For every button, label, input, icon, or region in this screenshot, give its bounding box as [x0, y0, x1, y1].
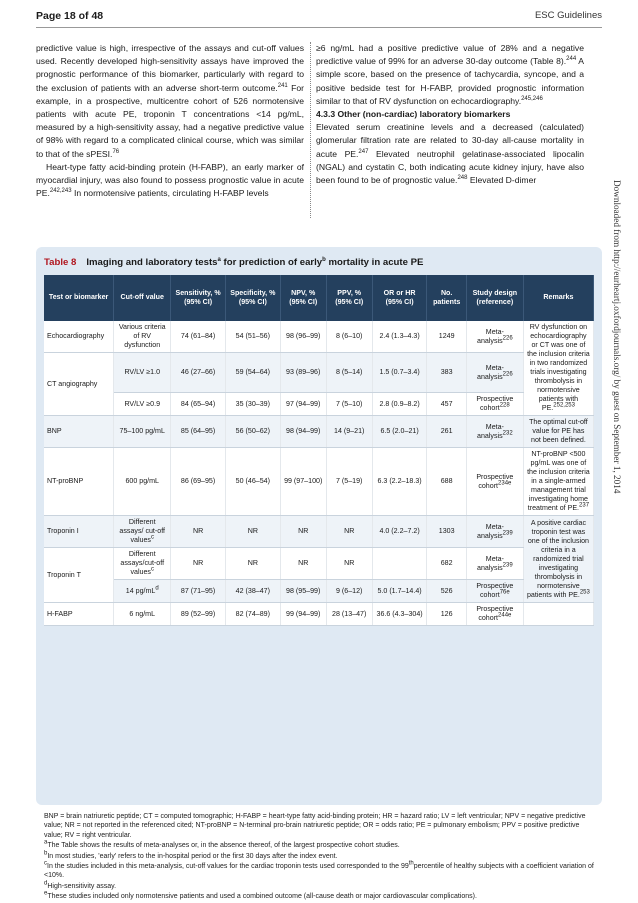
table-row — [44, 321, 594, 353]
column-header: OR or HR (95% CI) — [372, 275, 427, 321]
cell-npv: 98 (96–99) — [280, 321, 326, 353]
table-panel — [36, 247, 602, 901]
cell-patients: 457 — [427, 393, 466, 416]
cell-specificity: 82 (74–89) — [225, 603, 280, 626]
cell-ppv: 8 (5–14) — [326, 353, 372, 393]
cell-ppv: 9 (6–12) — [326, 580, 372, 603]
cell-sensitivity: 85 (64–95) — [171, 416, 226, 448]
cell-remarks: RV dysfunction on echocardiography or CT was one of the inclusion criteria in two randomized trials investigating thrombolysis in normotensive patients with PE.$^{252,253}$ — [523, 321, 593, 416]
cell-or-hr — [372, 548, 427, 580]
cell-sensitivity: NR — [171, 548, 226, 580]
cell-specificity: 56 (50–62) — [225, 416, 280, 448]
cell-ppv: 14 (9–21) — [326, 416, 372, 448]
header-rule — [36, 27, 602, 28]
paragraph: ≥6 ng/mL had a positive predictive value of 28% and a negative predictive value of 99% for an adverse 30-day outcome (Table 8).$^{244}$ A simple score, based on the presence of tachycardia, syncope, and a positive bedside test for H-FABP, provided prognostic information similar to that of RV dysfunction on echocardiography.$^{245,246}$ — [316, 43, 584, 106]
footnote-e: $^e$These studies included only normotensive patients and used a combined outcome (all-cause death or major cardiovascular complications). — [44, 890, 477, 901]
table-row — [44, 516, 594, 548]
cell-test: BNP — [44, 416, 114, 448]
cell-sensitivity: 89 (52–99) — [171, 603, 226, 626]
cell-ppv: 8 (6–10) — [326, 321, 372, 353]
cell-design: Prospective cohort$^{228}$ — [466, 393, 523, 416]
cell-cutoff: 14 $pg/mL^d$ — [114, 580, 171, 603]
footnote-abbreviations: BNP = brain natriuretic peptide; CT = computed tomographic; H-FABP = heart-type fatty acid-binding protein; HR = hazard ratio; LV = left ventricular; NPV = negative predictive value; NR = not reported in the referenced cited; NT-proBNP = N-terminal pro-brain natriuretic peptide; OR = odds ratio; PE = pulmonary embolism; PPV = positive predictive value; RV = right ventricular. — [44, 813, 586, 839]
cell-cutoff: 75–100 pg/mL — [114, 416, 171, 448]
paragraph: Elevated serum creatinine levels and a decreased (calculated) glomerular filtration rate are related to 30-day all-cause mortality in acute PE.$^{247}$ Elevated neutrophil gelatinase-associated lipocalin (NGAL) and cystatin C, both indicating acute kidney injury, have also been found to be of prognostic value.$^{248}$ Elevated D-dimer — [316, 122, 584, 186]
column-header: Sensitivity, % (95% CI) — [171, 275, 226, 321]
journal-name: ESC Guidelines — [534, 10, 602, 21]
footnote-d: $^d$High-sensitivity assay. — [44, 880, 117, 890]
table-row — [44, 353, 594, 393]
cell-cutoff: 6 ng/mL — [114, 603, 171, 626]
cell-npv: 98 (95–99) — [280, 580, 326, 603]
column-divider — [310, 42, 311, 218]
cell-ppv: 7 (5–19) — [326, 448, 372, 516]
cell-remarks: The optimal cut-off value for PE has not been defined. — [523, 416, 593, 448]
column-header: Specificity, % (95% CI) — [225, 275, 280, 321]
left-column — [36, 42, 304, 200]
cell-or-hr: 36.6 (4.3–304) — [372, 603, 427, 626]
page-header — [36, 10, 602, 26]
right-column — [316, 42, 584, 187]
cell-cutoff: Various criteria of RV dysfunction — [114, 321, 171, 353]
cell-sensitivity: 74 (61–84) — [171, 321, 226, 353]
download-watermark — [610, 180, 634, 800]
cell-specificity: 50 (46–54) — [225, 448, 280, 516]
cell-npv: NR — [280, 516, 326, 548]
cell-or-hr: 1.5 (0.7–3.4) — [372, 353, 427, 393]
cell-sensitivity: 86 (69–95) — [171, 448, 226, 516]
table-row — [44, 603, 594, 626]
column-header: Remarks — [523, 275, 593, 321]
cell-test: Troponin T — [44, 548, 114, 603]
cell-patients: 1249 — [427, 321, 466, 353]
table-title: Imaging and laboratory tests$^a$ for prediction of early$^b$ mortality in acute PE — [86, 256, 424, 268]
data-table — [44, 275, 594, 626]
cell-patients: 526 — [427, 580, 466, 603]
cell-cutoff: RV/LV ≥1.0 — [114, 353, 171, 393]
cell-or-hr: 2.4 (1.3–4.3) — [372, 321, 427, 353]
cell-npv: 97 (94–99) — [280, 393, 326, 416]
cell-specificity: NR — [225, 516, 280, 548]
cell-test: Troponin I — [44, 516, 114, 548]
watermark-text: Downloaded from http://eurheartj.oxfordjournals.org/ by guest on September 1, 2014 — [612, 180, 622, 494]
cell-or-hr: 2.8 (0.9–8.2) — [372, 393, 427, 416]
table-row — [44, 393, 594, 416]
cell-cutoff: 600 pg/mL — [114, 448, 171, 516]
cell-cutoff: RV/LV ≥0.9 — [114, 393, 171, 416]
cell-npv: 93 (89–96) — [280, 353, 326, 393]
cell-test: CT angiography — [44, 353, 114, 416]
cell-test: Echocardiography — [44, 321, 114, 353]
cell-or-hr: 6.5 (2.0–21) — [372, 416, 427, 448]
cell-ppv: 7 (5–10) — [326, 393, 372, 416]
table-row — [44, 548, 594, 580]
cell-cutoff: Different assays/cut-off values$^c$ — [114, 548, 171, 580]
cell-patients: 682 — [427, 548, 466, 580]
cell-remarks — [523, 603, 593, 626]
table-row — [44, 448, 594, 516]
cell-sensitivity: 46 (27–66) — [171, 353, 226, 393]
cell-test: NT-proBNP — [44, 448, 114, 516]
cell-patients: 1303 — [427, 516, 466, 548]
cell-or-hr: 4.0 (2.2–7.2) — [372, 516, 427, 548]
cell-npv: 98 (94–99) — [280, 416, 326, 448]
cell-patients: 383 — [427, 353, 466, 393]
cell-sensitivity: 84 (65–94) — [171, 393, 226, 416]
cell-npv: 99 (97–100) — [280, 448, 326, 516]
cell-design: Meta-analysis$^{239}$ — [466, 516, 523, 548]
cell-ppv: 28 (13–47) — [326, 603, 372, 626]
cell-remarks: NT-proBNP <500 pg/mL was one of the inclusion criteria in a single-armed management trial investigating home treatment of PE.$^{237}$ — [523, 448, 593, 516]
cell-patients: 126 — [427, 603, 466, 626]
paragraph: predictive value is high, irrespective of the assays and cut-off values used. Recently developed high-sensitivity assays have improved the prognostic performance of this biomarker, particularly with regard to the exclusion of patients with an adverse short-term outcome.$^{241}$ For example, in a prospective, multicentre cohort of 526 normotensive patients with acute PE, troponin T concentrations <14 pg/mL, measured by a high-sensitivity assay, had a negative predictive value of 98% with regard to a complicated clinical course, which was similar to that of the sPESI.$^{76}$ — [36, 43, 305, 159]
cell-specificity: NR — [225, 548, 280, 580]
cell-sensitivity: 87 (71–95) — [171, 580, 226, 603]
cell-ppv: NR — [326, 548, 372, 580]
cell-design: Prospective cohort$^{234e}$ — [466, 448, 523, 516]
cell-design: Meta-analysis$^{226}$ — [466, 353, 523, 393]
cell-specificity: 54 (51–56) — [225, 321, 280, 353]
cell-design: Meta-analysis$^{239}$ — [466, 548, 523, 580]
column-header: Study design (reference) — [466, 275, 523, 321]
table-row — [44, 580, 594, 603]
cell-patients: 261 — [427, 416, 466, 448]
column-header: Cut-off value — [114, 275, 171, 321]
cell-specificity: 42 (38–47) — [225, 580, 280, 603]
paragraph: Heart-type fatty acid-binding protein (H-FABP), an early marker of myocardial injury, was also found to possess prognostic value in acute PE.$^{242,243}$ In normotensive patients, circulating H-FABP levels — [36, 161, 304, 199]
footnote-a: $^a$The Table shows the results of meta-analyses or, in the absence thereof, of the largest prospective cohort studies. — [44, 839, 400, 850]
table-number: Table 8 — [44, 257, 77, 268]
column-header: PPV, % (95% CI) — [326, 275, 372, 321]
cell-ppv: NR — [326, 516, 372, 548]
cell-patients: 688 — [427, 448, 466, 516]
cell-design: Prospective cohort$^{244e}$ — [466, 603, 523, 626]
cell-remarks: A positive cardiac troponin test was one of the inclusion criteria in a randomized trial investigating thrombolysis in normotensive patients with PE.$^{253}$ — [523, 516, 593, 603]
column-header: No. patients — [427, 275, 466, 321]
table-footnotes — [44, 812, 594, 903]
table-caption — [44, 257, 423, 268]
column-header: NPV, % (95% CI) — [280, 275, 326, 321]
table-header-row — [44, 275, 594, 321]
cell-specificity: 35 (30–39) — [225, 393, 280, 416]
cell-specificity: 59 (54–64) — [225, 353, 280, 393]
table-row — [44, 416, 594, 448]
cell-sensitivity: NR — [171, 516, 226, 548]
cell-design: Meta-analysis$^{232}$ — [466, 416, 523, 448]
cell-or-hr: 6.3 (2.2–18.3) — [372, 448, 427, 516]
cell-design: Meta-analysis$^{226}$ — [466, 321, 523, 353]
page-number: Page 18 of 48 — [36, 10, 104, 22]
footnote-b: $^b$In most studies, 'early' refers to the in-hospital period or the first 30 days after the index event. — [44, 850, 338, 860]
footnote-c: $^c$In the studies included in this meta-analysis, cut-off values for the cardiac troponin tests used corresponded to the 99thpercentile of healthy subjects with a coefficient variation of <10%. — [44, 860, 594, 880]
cell-test: H-FABP — [44, 603, 114, 626]
section-heading: 4.3.3 Other (non-cardiac) laboratory biomarkers — [316, 109, 511, 120]
cell-or-hr: 5.0 (1.7–14.4) — [372, 580, 427, 603]
cell-npv: NR — [280, 548, 326, 580]
column-header: Test or biomarker — [44, 275, 114, 321]
cell-design: Prospective cohort$^{76e}$ — [466, 580, 523, 603]
cell-cutoff: Different assays/ cut-off values$^c$ — [114, 516, 171, 548]
cell-npv: 99 (94–99) — [280, 603, 326, 626]
